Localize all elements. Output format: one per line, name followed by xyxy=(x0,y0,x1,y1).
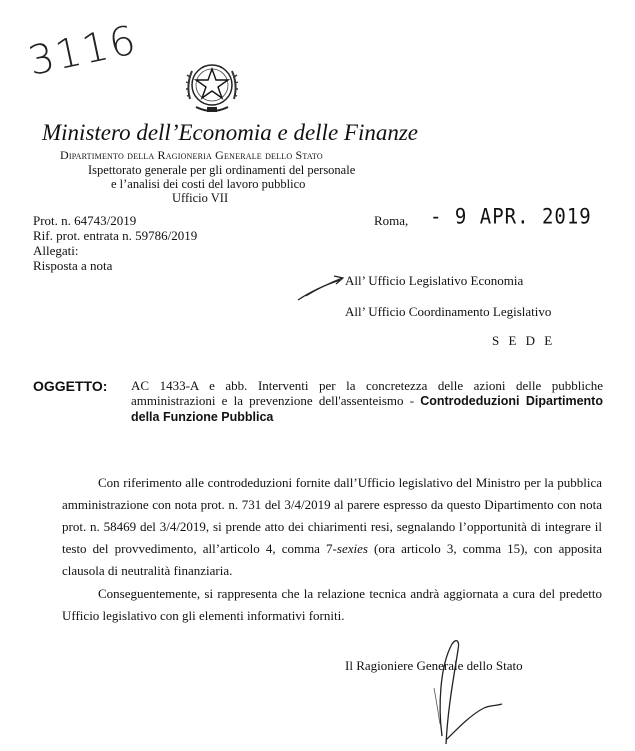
document-type: Risposta a nota xyxy=(33,258,113,273)
body-paragraph-2: Conseguentemente, si rappresenta che la relazione tecnica andrà aggiornata a cura del predetto Ufficio legislativo con gli elementi informativi forniti. xyxy=(62,586,602,623)
recipient-legislative-economy: All’ Ufficio Legislativo Economia xyxy=(345,273,524,288)
recipient-sede: S E D E xyxy=(492,333,556,348)
recipient-legislative-coordination: All’ Ufficio Coordinamento Legislativo xyxy=(345,304,552,319)
inspectorate-line-2: e l’analisi dei costi del lavoro pubblico xyxy=(111,177,306,191)
subject-text-regular: AC 1433-A e abb. Interventi per la concretezza delle azioni delle pubbliche amministrazioni e la prevenzione dell'assenteismo - xyxy=(131,378,603,408)
paragraph-1-italic: sexies xyxy=(336,541,368,556)
office-name: Ufficio VII xyxy=(172,191,229,205)
italian-republic-emblem-icon xyxy=(182,55,242,117)
subject-text-bold: Controdeduzioni Dipartimento della Funzione Pubblica xyxy=(131,394,603,424)
protocol-block xyxy=(33,213,197,273)
reference-protocol: Rif. prot. entrata n. 59786/2019 xyxy=(33,228,198,243)
department-name: Dipartimento della Ragioneria Generale dello Stato xyxy=(60,148,323,162)
ministry-title: Ministero dell’Economia e delle Finanze xyxy=(42,120,418,145)
handwritten-signature-icon xyxy=(410,636,510,748)
date-stamp: - 9 APR. 2019 xyxy=(430,204,592,230)
attachments-label: Allegati: xyxy=(33,243,79,258)
protocol-number: Prot. n. 64743/2019 xyxy=(33,213,137,228)
body-paragraph-1 xyxy=(62,472,602,582)
inspectorate-line-1: Ispettorato generale per gli ordinamenti del personale xyxy=(88,163,356,177)
subject-label: OGGETTO: xyxy=(33,378,108,394)
paragraph-1-part-b: (ora articolo 3, comma 15), con apposita clausola di neutralità finanziaria. xyxy=(62,541,602,578)
handwritten-arrow-icon xyxy=(296,272,346,304)
signatory-title: Il Ragioniere Generale dello Stato xyxy=(345,658,523,673)
paragraph-1-part-a: Con riferimento alle controdeduzioni fornite dall’Ufficio legislativo del Ministro per la pubblica amministrazione con nota prot. n. 731 del 3/4/2019 al parere espresso da questo Dipartimento con nota prot. n. 58469 del 3/4/2019, si prende atto dei chiarimenti resi, segnalando l’opportunità di integrare il testo del provvedimento, all’articolo 4, comma 7- xyxy=(62,475,602,556)
place-label: Roma, xyxy=(374,213,409,228)
handwritten-protocol-number: 3116 xyxy=(24,17,142,85)
subject-text xyxy=(131,378,603,425)
